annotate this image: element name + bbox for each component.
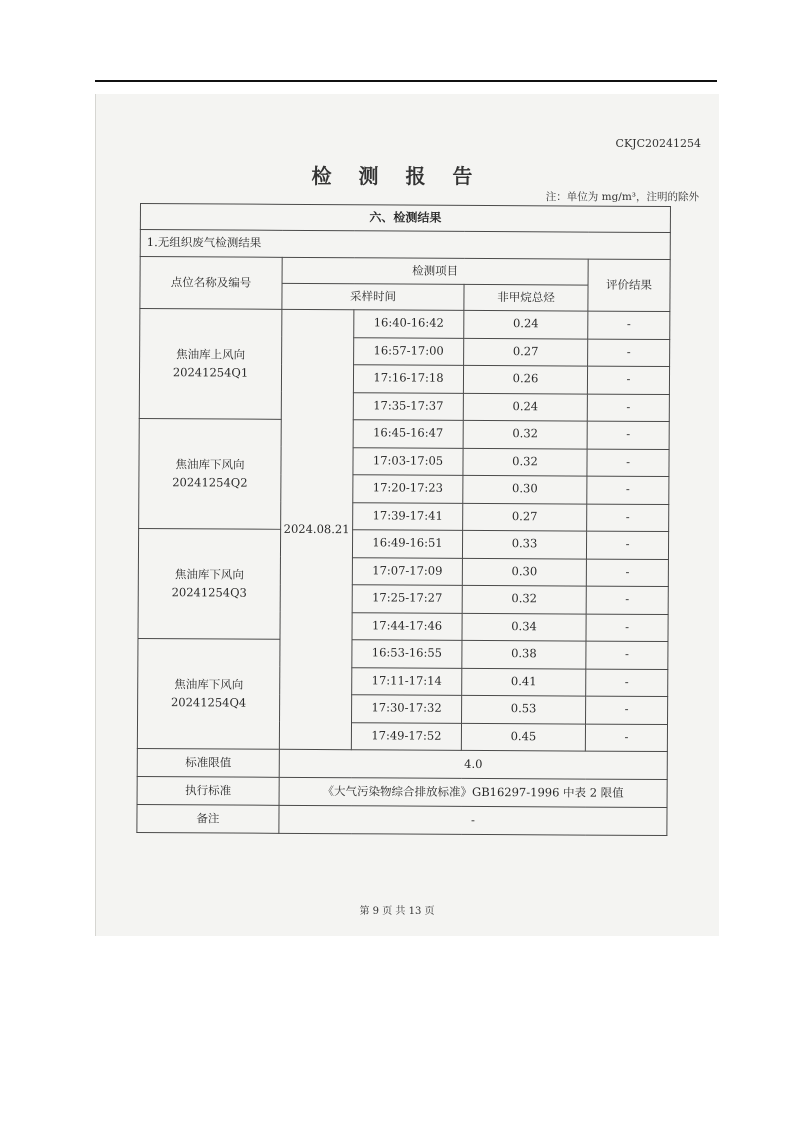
nmhc-value-cell: 0.34 [462,613,586,641]
nmhc-value-cell: 0.41 [462,668,586,696]
standard-limit-label: 标准限值 [137,748,279,777]
sampling-time-header: 采样时间 [282,283,464,310]
point-code: 20241254Q3 [171,584,247,600]
nmhc-value-cell: 0.38 [462,640,586,668]
evaluation-cell: - [586,696,668,724]
nmhc-value-cell: 0.53 [462,695,586,723]
evaluation-cell: - [587,421,669,449]
remarks-value: - [279,805,667,835]
page-number: 第 9 页 共 13 页 [359,906,435,917]
point-cell [137,638,280,749]
table-row [138,528,668,559]
execution-standard-value: 《大气污染物综合排放标准》GB16297-1996 中表 2 限值 [279,777,667,807]
evaluation-header: 评价结果 [588,259,670,311]
nmhc-value-cell: 0.26 [463,365,587,393]
execution-standard-row [137,776,667,807]
nmhc-value-cell: 0.24 [464,310,588,338]
sampling-time-cell: 17:20-17:23 [353,475,463,503]
point-cell [139,418,282,529]
document-title: 检 测 报 告 [311,164,483,188]
sampling-time-cell: 17:49-17:52 [351,722,461,750]
sampling-time-cell: 16:53-16:55 [352,640,462,668]
evaluation-cell: - [586,669,668,697]
sampling-time-cell: 17:44-17:46 [352,612,462,640]
section-title: 六、检测结果 [140,204,670,233]
sampling-time-cell: 17:35-17:37 [353,392,463,420]
nmhc-value-cell: 0.30 [462,558,586,586]
evaluation-cell: - [587,476,669,504]
remarks-label: 备注 [137,804,279,833]
evaluation-cell: - [588,339,670,367]
evaluation-cell: - [586,559,668,587]
table-row [140,309,670,340]
nmhc-value-cell: 0.30 [463,475,587,503]
table-footer-rows [137,748,668,835]
sampling-time-cell: 17:11-17:14 [352,667,462,695]
evaluation-cell: - [587,394,669,422]
test-item-header: 检测项目 [282,257,588,285]
evaluation-cell: - [586,531,668,559]
nmhc-value-cell: 0.32 [462,585,586,613]
subsection-title: 1.无组织废气检测结果 [140,230,670,260]
point-code: 20241254Q1 [172,364,249,380]
point-cell [139,309,282,420]
evaluation-cell: - [585,724,667,752]
sampling-time-cell: 16:57-17:00 [354,337,464,365]
sampling-time-cell: 17:30-17:32 [352,695,462,723]
top-rule [95,80,717,82]
point-header: 点位名称及编号 [140,257,282,310]
nmhc-value-cell: 0.45 [461,723,585,751]
point-code: 20241254Q4 [170,694,247,710]
nmhc-value-cell: 0.27 [463,503,587,531]
point-name: 焦油库下风向 [175,457,245,472]
evaluation-cell: - [587,366,669,394]
nmhc-value-cell: 0.27 [464,338,588,366]
standard-limit-row [137,748,667,779]
evaluation-cell: - [586,586,668,614]
unit-note: 注：单位为 mg/m³，注明的除外 [545,191,699,203]
table-row [139,418,669,449]
subsection-row [140,230,670,260]
table-row [138,638,668,669]
evaluation-cell: - [587,449,669,477]
evaluation-cell: - [586,614,668,642]
point-name: 焦油库下风向 [174,677,244,692]
sampling-time-cell: 16:45-16:47 [353,420,463,448]
sampling-time-cell: 17:16-17:18 [353,365,463,393]
standard-limit-value: 4.0 [279,749,667,779]
nmhc-value-cell: 0.32 [463,448,587,476]
nmhc-value-cell: 0.33 [462,530,586,558]
sampling-date: 2024.08.21 [279,309,354,749]
sampling-time-cell: 17:03-17:05 [353,447,463,475]
point-cell [138,528,281,639]
nmhc-value-cell: 0.32 [463,420,587,448]
results-table [136,203,671,836]
evaluation-cell: - [588,311,670,339]
section-row [140,204,670,233]
sampling-time-cell: 16:49-16:51 [352,530,462,558]
sampling-time-cell: 17:25-17:27 [352,585,462,613]
sampling-time-cell: 17:39-17:41 [353,502,463,530]
point-name: 焦油库下风向 [174,567,244,582]
sampling-time-cell: 17:07-17:09 [352,557,462,585]
point-name: 焦油库上风向 [176,347,246,362]
report-number: CKJC20241254 [615,137,701,150]
point-code: 20241254Q2 [172,474,248,490]
execution-standard-label: 执行标准 [137,776,279,805]
evaluation-cell: - [587,504,669,532]
sampling-time-cell: 16:40-16:42 [354,310,464,338]
remarks-row [137,804,667,835]
evaluation-cell: - [586,641,668,669]
nmhc-value-cell: 0.24 [463,393,587,421]
parameter-header: 非甲烷总烃 [464,284,588,311]
header-row-1 [140,257,670,286]
